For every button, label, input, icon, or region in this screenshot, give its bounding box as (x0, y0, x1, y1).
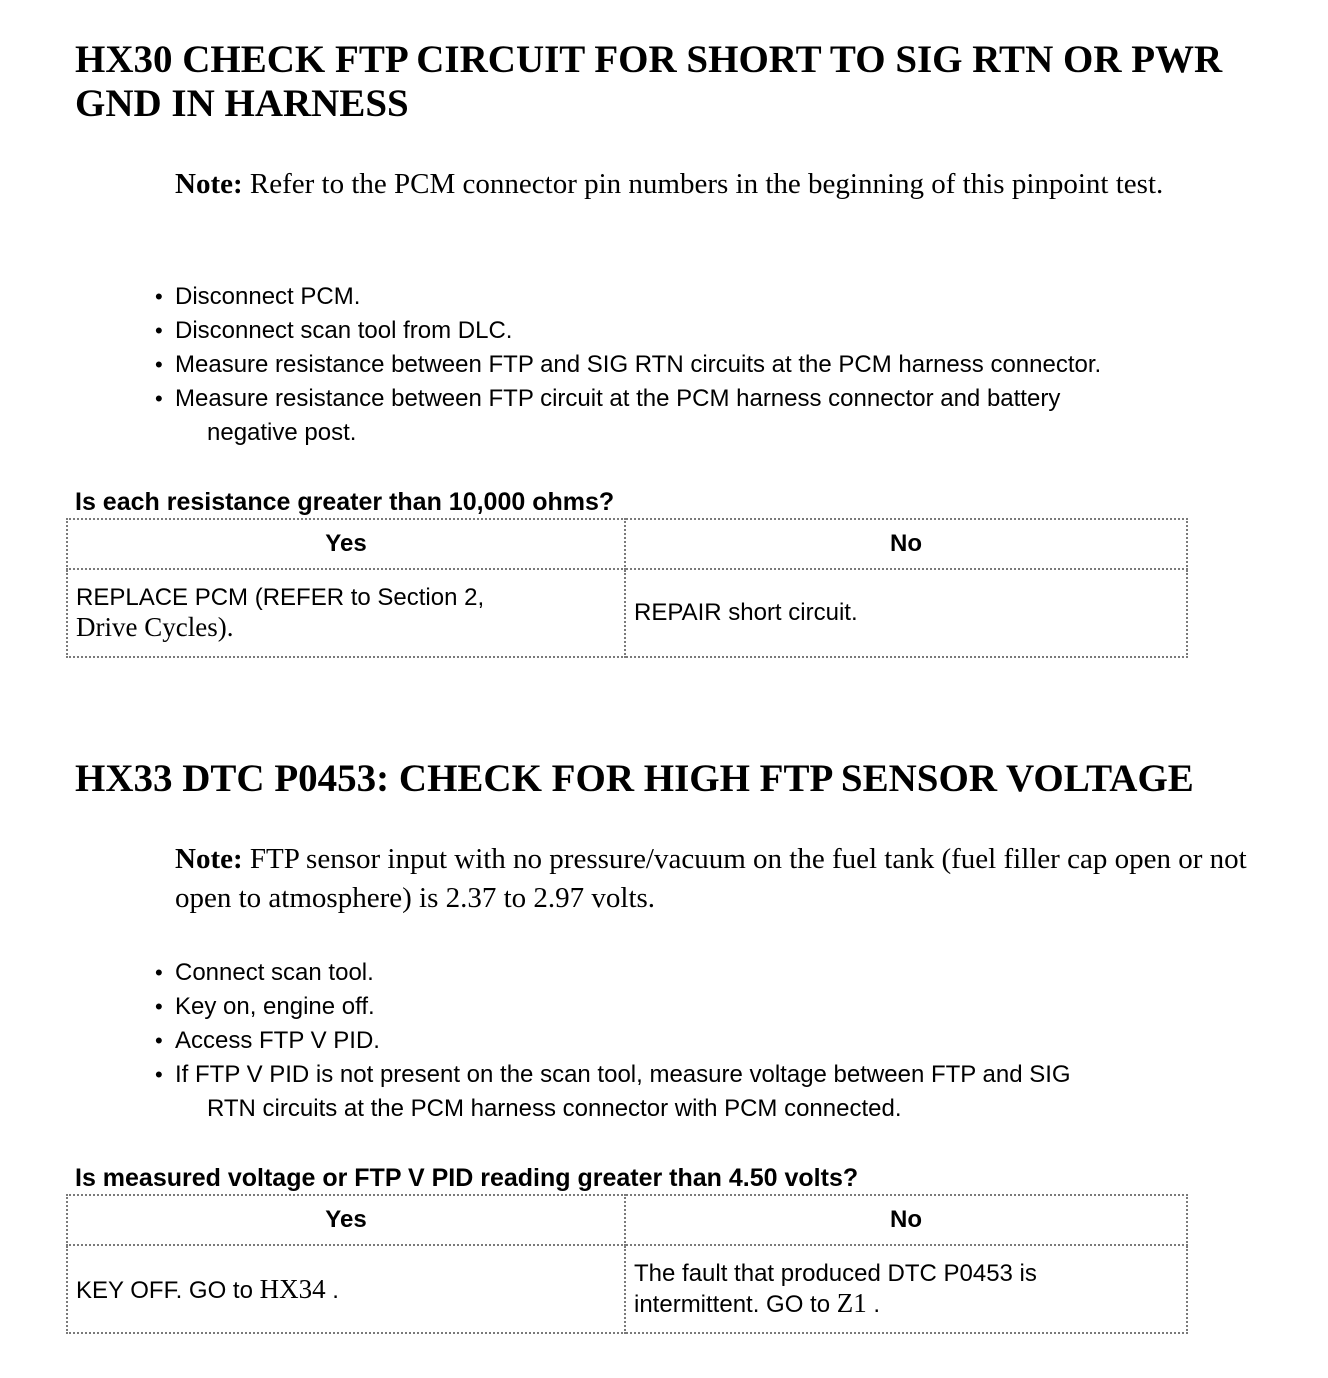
note-hx33 (175, 840, 1265, 918)
list-item: • If FTP V PID is not present on the scan tool, measure voltage between FTP and SIG RTN circuits at the PCM harness connector with PCM connected. (155, 1058, 1275, 1126)
table-row (67, 569, 1187, 657)
table-header-row (67, 519, 1187, 569)
heading-line-2: GND IN HARNESS (75, 82, 409, 125)
section-heading-hx30 (75, 38, 1275, 126)
bullet-icon: • (155, 960, 163, 985)
list-item: • Connect scan tool. (155, 956, 1275, 990)
bullet-icon: • (155, 352, 163, 377)
bullet-icon: • (155, 1028, 163, 1053)
table-row (67, 1245, 1187, 1333)
column-no: No (625, 519, 1187, 569)
yes-cell: REPLACE PCM (REFER to Section 2, Drive Cycles). (67, 569, 625, 657)
bullet-icon: • (155, 1062, 163, 1087)
list-item: • Key on, engine off. (155, 990, 1275, 1024)
table-header-row (67, 1195, 1187, 1245)
note-text: Refer to the PCM connector pin numbers in the beginning of this pinpoint test. (249, 168, 1164, 200)
note-text: FTP sensor input with no pressure/vacuum on the fuel tank (fuel filler cap open or not open to atmosphere) is 2.37 to 2.97 volts. (175, 843, 1247, 914)
list-item: • Disconnect scan tool from DLC. (155, 314, 1275, 348)
yes-cell: KEY OFF. GO to HX34 . (67, 1245, 625, 1333)
bullet-icon: • (155, 386, 163, 411)
no-cell: REPAIR short circuit. (625, 569, 1187, 657)
column-yes: Yes (67, 1195, 625, 1245)
list-item: • Disconnect PCM. (155, 280, 1275, 314)
heading-line-1: HX30 CHECK FTP CIRCUIT FOR SHORT TO SIG RTN OR PWR (75, 38, 1223, 81)
question-hx33: Is measured voltage or FTP V PID reading greater than 4.50 volts? (75, 1164, 859, 1192)
goto-link-z1[interactable]: Z1 (836, 1287, 867, 1318)
question-hx30: Is each resistance greater than 10,000 ohms? (75, 488, 615, 516)
bullet-icon: • (155, 994, 163, 1019)
column-no: No (625, 1195, 1187, 1245)
note-label: Note: (175, 843, 243, 875)
section-heading-hx33: HX33 DTC P0453: CHECK FOR HIGH FTP SENSOR VOLTAGE (75, 757, 1194, 800)
list-item: • Measure resistance between FTP and SIG RTN circuits at the PCM harness connector. (155, 348, 1275, 382)
answer-table-hx33 (66, 1194, 1188, 1334)
no-cell: The fault that produced DTC P0453 is intermittent. GO to Z1 . (625, 1245, 1187, 1333)
goto-link-hx34[interactable]: HX34 (259, 1273, 326, 1304)
bullet-icon: • (155, 318, 163, 343)
steps-list-hx30 (155, 280, 1275, 450)
note-hx30 (175, 165, 1265, 204)
steps-list-hx33 (155, 956, 1275, 1126)
list-item: • Access FTP V PID. (155, 1024, 1275, 1058)
column-yes: Yes (67, 519, 625, 569)
answer-table-hx30 (66, 518, 1188, 658)
note-label: Note: (175, 168, 243, 200)
bullet-icon: • (155, 284, 163, 309)
list-item: • Measure resistance between FTP circuit at the PCM harness connector and battery negative post. (155, 382, 1275, 450)
